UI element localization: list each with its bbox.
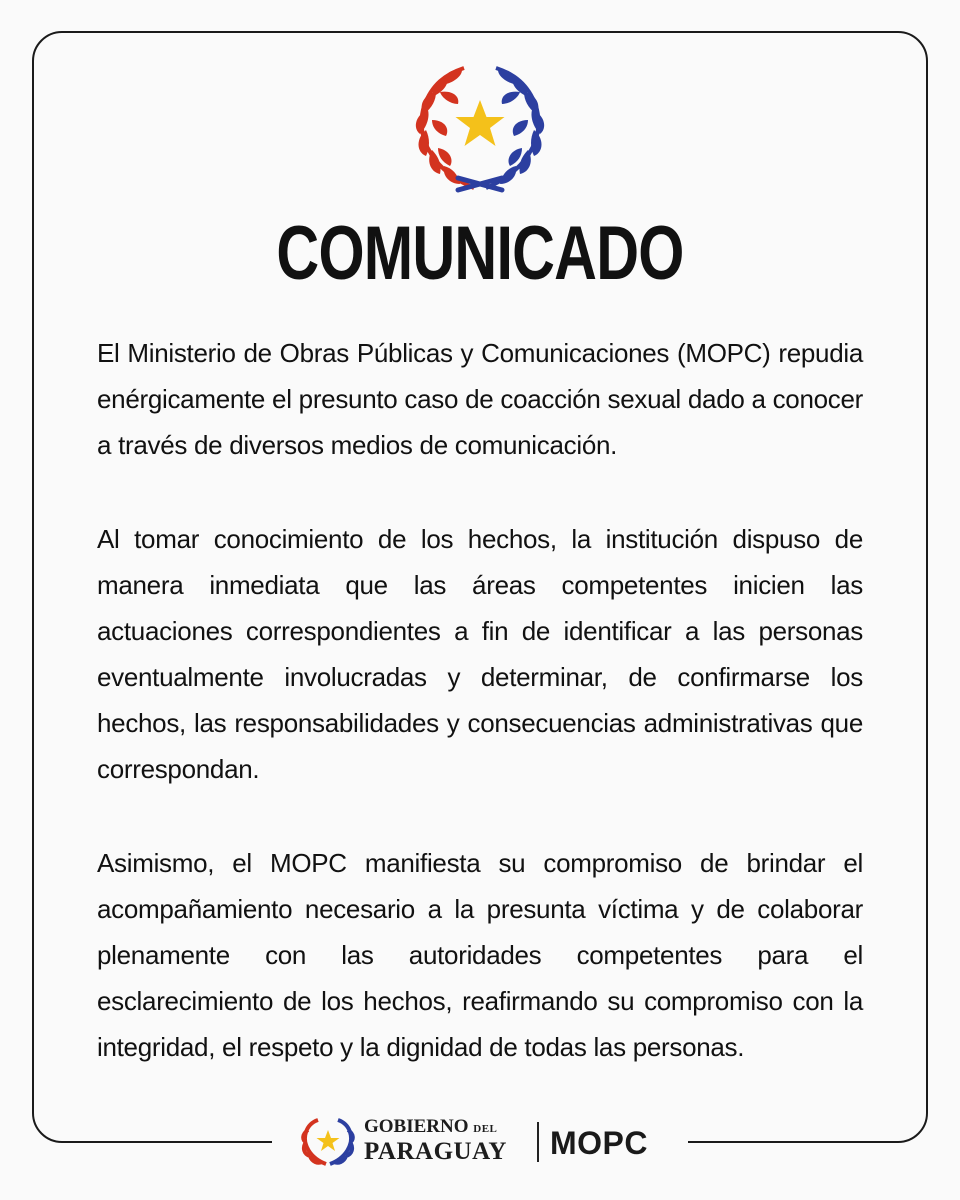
government-name-line2: PARAGUAY (364, 1138, 507, 1165)
government-name-line1 (364, 1116, 497, 1140)
gov-word-del: DEL (473, 1123, 498, 1135)
paragraph-3: Asimismo, el MOPC manifiesta su compromiso de brindar el acompañamiento necesario a la presunta víctima y de colaborar plenamente con las autoridades competentes para el esclarecimiento de los hechos, reafirmando su compromiso con la integridad, el respeto y la dignidad de todas las personas. (97, 848, 863, 1062)
communique-body (97, 330, 863, 1118)
page-title: COMUNICADO (276, 211, 684, 296)
paraguay-seal-icon (402, 62, 558, 194)
paragraph-2: Al tomar conocimiento de los hechos, la institución dispuso de manera inmediata que las áreas competentes inicien las actuaciones correspondientes a fin de identificar a las personas eventualmente involucradas y determinar, de confirmarse los hechos, las responsabilidades y consecuencias administrativas que correspondan. (97, 524, 863, 784)
government-seal-icon (300, 1116, 356, 1168)
gold-star-icon (456, 100, 505, 146)
gov-word-gobierno: GOBIERNO (364, 1116, 469, 1137)
paragraph-1: El Ministerio de Obras Públicas y Comunicaciones (MOPC) repudia enérgicamente el presunto caso de coacción sexual dado a conocer a través de diversos medios de comunicación. (97, 338, 863, 460)
footer-logos (272, 1112, 688, 1176)
mopc-logo: MOPC (550, 1125, 648, 1161)
blue-laurel-branch (486, 68, 544, 188)
red-laurel-branch (416, 68, 474, 188)
logo-divider (537, 1122, 539, 1162)
